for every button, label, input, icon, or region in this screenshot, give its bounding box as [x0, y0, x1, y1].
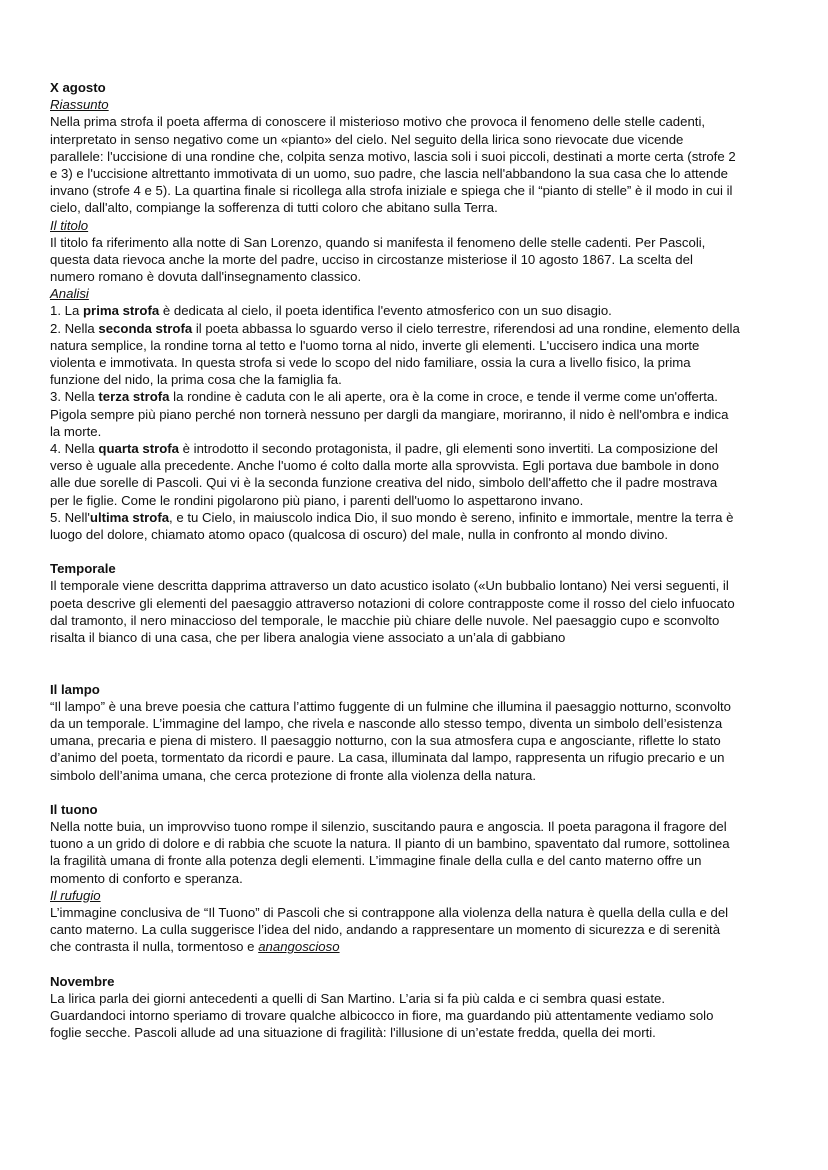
- paragraph: [50, 302, 790, 543]
- text-line: [50, 371, 790, 388]
- text-run: la morte.: [50, 423, 102, 439]
- bold-text: terza strofa: [98, 389, 170, 405]
- text-run: umana, precaria e piena di mistero. Il paesaggio notturno, con la sua atmosfera cupa e angosciante, riflette lo stato: [50, 733, 721, 749]
- section-heading: Il tuono: [50, 801, 98, 817]
- text-run: La lirica parla dei giorni antecedenti a quelli di San Martino. L’aria si fa più calda e ci sembra quasi estate.: [50, 990, 666, 1006]
- text-line: [50, 320, 790, 337]
- text-line: [50, 388, 790, 405]
- paragraph: [50, 990, 790, 1042]
- text-run: questa data rievoca anche la morte del padre, ucciso in circostanze misteriose il 10 agosto 1867. La scelta del: [50, 251, 693, 267]
- subsection-heading: Analisi: [50, 286, 89, 302]
- text-run: 4. Nella: [50, 440, 99, 456]
- text-line: [50, 148, 790, 165]
- blank-line: [50, 543, 790, 560]
- text-run: per le figlie. Come le rondini pigolarono più piano, i parenti dell'uomo lo aspettarono invano.: [50, 492, 584, 508]
- text-line: [50, 337, 790, 354]
- text-run: Il temporale viene descritta dapprima attraverso un dato acustico isolato («Un bubbalio lontano) Nei versi seguenti, il: [50, 578, 729, 594]
- text-line: [50, 767, 790, 784]
- text-line: [50, 749, 790, 766]
- text-line: [50, 440, 790, 457]
- text-line: [50, 268, 790, 285]
- bold-text: quarta strofa: [98, 440, 179, 456]
- text-line: [50, 732, 790, 749]
- text-line: [50, 698, 790, 715]
- text-run: 3. Nella: [50, 389, 99, 405]
- text-run: L’immagine conclusiva de “Il Tuono” di Pascoli che si contrappone alla violenza della natura è quella della culla e del: [50, 905, 729, 920]
- section-heading: Temporale: [50, 561, 116, 577]
- text-line: [50, 1024, 790, 1041]
- text-line: [50, 234, 790, 251]
- text-line: [50, 423, 790, 440]
- text-run: canto materno. La culla suggerisce l’idea del nido, andando a rappresentare un momento di sicurezza e di serenità: [50, 922, 721, 938]
- section-heading: Il lampo: [50, 681, 100, 697]
- text-line: [50, 577, 790, 594]
- text-run: d’animo del poeta, tormentato da ricordi e paure. La casa, illuminata dal lampo, rappresenta un rifugio precario e un: [50, 750, 725, 766]
- text-run: risalta il bianco di una casa, che per libera analogia viene associato a un’ala di gabbiano: [50, 630, 566, 645]
- text-run: interpretato in senso negativo come un «pianto» del cielo. Nel seguito della lirica sono rievocate due vicende: [50, 131, 684, 147]
- text-run: Pigola sempre più piano perché non tornerà nessuno per dargli da mangiare, moriranno, il nido è nell'ombra e indica: [50, 406, 729, 422]
- document-page: [50, 79, 790, 1042]
- subsection-heading: Il rufugio: [50, 887, 101, 903]
- text-line: [50, 113, 790, 130]
- text-line: [50, 474, 790, 491]
- text-run: parallele: l'uccisione di una rondine che, colpita senza motivo, lascia soli i suoi piccoli, destinati a morte certa (strofe 2: [50, 148, 736, 164]
- text-run: Nella notte buia, un improvviso tuono rompe il silenzio, suscitando paura e angoscia. Il poeta paragona il fragore del: [50, 819, 727, 835]
- text-run: numero romano è dovuta dall'insegnamento classico.: [50, 269, 362, 285]
- text-line: [50, 904, 790, 921]
- blank-line: [50, 784, 790, 801]
- text-line: [50, 182, 790, 199]
- text-run: tuono a un grido di dolore e di rabbia che scuote la natura. Il pianto di un bambino, spaventato dal rumore, sottolinea: [50, 836, 730, 852]
- text-line: [50, 818, 790, 835]
- text-line: [50, 457, 790, 474]
- text-line: [50, 852, 790, 869]
- text-run: funzione del nido, la prima cosa che la famiglia fa.: [50, 372, 342, 388]
- document-section: [50, 681, 790, 801]
- text-line: [50, 1007, 790, 1024]
- text-run: verso è uguale alla precedente. Anche l'uomo é colto dalla morte alla sprovvista. Egli portava due bambole in dono: [50, 458, 719, 474]
- text-run: Guardandoci intorno speriamo di trovare qualche albicocco in fiore, ma guardando più attentamente vediamo solo: [50, 1008, 714, 1024]
- text-run: da un temporale. L’immagine del lampo, che rivela e nasconde allo stesso tempo, diventa un simbolo dell’esistenza: [50, 715, 723, 731]
- blank-line: [50, 646, 790, 663]
- paragraph: [50, 698, 790, 784]
- paragraph: [50, 904, 790, 956]
- text-run: il poeta abbassa lo sguardo verso il cielo terrestre, riferendosi ad una rondine, elemento della: [192, 320, 740, 336]
- text-run: la rondine è caduta con le ali aperte, ora è la come in croce, e tende il verme come un'offerta.: [169, 389, 718, 405]
- emphasized-text: anangoscioso: [258, 939, 340, 955]
- paragraph: [50, 577, 790, 646]
- text-run: luogo del dolore, chiamato atomo opaco (qualcosa di oscuro) del male, nulla in confronto al mondo divino.: [50, 526, 668, 542]
- text-run: violenta e immotivata. In questa strofa si vede lo scopo del nido familiare, ossia la cura a livello fisico, la prima: [50, 355, 691, 370]
- text-run: dal tramonto, il nero minaccioso del temporale, le macchie più chiare delle nuvole. Nel paesaggio cupo e sconvolto: [50, 612, 720, 628]
- text-run: , e tu Cielo, in maiuscolo indica Dio, il suo mondo è sereno, infinito e immortale, mentre la terra è: [169, 509, 734, 525]
- text-line: [50, 492, 790, 509]
- subsection-heading: Riassunto: [50, 97, 109, 113]
- document-section: [50, 801, 790, 973]
- text-run: è introdotto il secondo protagonista, il padre, gli elementi sono invertiti. La composizione del: [179, 440, 718, 456]
- text-line: [50, 526, 790, 543]
- section-heading: Novembre: [50, 973, 115, 989]
- blank-line: [50, 956, 790, 973]
- text-run: alle due sorelle di Pascoli. Qui vi è la seconda funzione creativa del nido, simbolo dell'affetto che il padre mostrava: [50, 475, 718, 491]
- text-line: [50, 354, 790, 371]
- section-heading: X agosto: [50, 80, 106, 95]
- text-run: foglie secche. Pascoli allude ad una situazione di fragilità: l'illusione di un’estate fredda, quella dei morti.: [50, 1025, 656, 1041]
- paragraph: [50, 234, 790, 286]
- text-line: [50, 938, 790, 955]
- paragraph: [50, 818, 790, 887]
- text-run: Il titolo fa riferimento alla notte di San Lorenzo, quando si manifesta il fenomeno delle stelle cadenti. Per Pascoli,: [50, 234, 706, 250]
- text-run: 2. Nella: [50, 320, 99, 336]
- text-line: [50, 595, 790, 612]
- text-line: [50, 199, 790, 216]
- bold-text: ultima strofa: [89, 509, 170, 525]
- text-run: cielo, dall'alto, compiange la sofferenza di tutti coloro che abitano sulla Terra.: [50, 200, 498, 216]
- subsection-heading: Il titolo: [50, 217, 89, 233]
- text-run: 1. La: [50, 303, 83, 319]
- text-line: [50, 406, 790, 423]
- document-section: [50, 560, 790, 680]
- text-run: poeta descrive gli elementi del paesaggio attraverso notazioni di colore contrapposte come il rosso del cielo infuocato: [50, 595, 735, 611]
- text-line: [50, 251, 790, 268]
- bold-text: seconda strofa: [98, 320, 193, 336]
- bold-text: prima strofa: [83, 303, 160, 319]
- text-run: e 3) e l'uccisione altrettanto immotivata di un uomo, suo padre, che lascia nell'abbandono la sua casa che lo attende: [50, 165, 729, 181]
- document-section: [50, 973, 790, 1042]
- text-line: [50, 629, 790, 646]
- document-section: [50, 79, 790, 560]
- text-line: [50, 509, 790, 526]
- text-line: [50, 165, 790, 182]
- text-run: che contrasta il nulla, tormentoso e: [50, 939, 259, 955]
- text-line: [50, 302, 790, 319]
- text-run: è dedicata al cielo, il poeta identifica l'evento atmosferico con un suo disagio.: [159, 303, 612, 319]
- text-line: [50, 612, 790, 629]
- text-line: [50, 990, 790, 1007]
- text-line: [50, 131, 790, 148]
- text-line: [50, 835, 790, 852]
- text-line: [50, 921, 790, 938]
- text-run: momento di conforto e speranza.: [50, 870, 243, 886]
- text-run: invano (strofe 4 e 5). La quartina finale si ricollega alla strofa iniziale e spiega che il “pianto di stelle” è il modo in cui il: [50, 183, 733, 199]
- blank-line: [50, 663, 790, 680]
- text-run: 5. Nell': [50, 509, 90, 525]
- text-run: Nella prima strofa il poeta afferma di conoscere il misterioso motivo che provoca il fenomeno delle stelle cadenti,: [50, 114, 706, 130]
- paragraph: [50, 113, 790, 216]
- text-run: natura semplice, la rondine torna al tetto e l'uomo torna al nido, inverte gli elementi. L'uccisero indica una morte: [50, 337, 700, 353]
- text-run: la fragilità umana di fronte alla potenza degli elementi. L’immagine finale della culla e del canto materno offre un: [50, 853, 702, 869]
- text-run: “Il lampo” è una breve poesia che cattura l’attimo fuggente di un fulmine che illumina il paesaggio notturno, sconvolto: [50, 698, 732, 714]
- text-line: [50, 870, 790, 887]
- text-line: [50, 715, 790, 732]
- text-run: simbolo dell’anima umana, che cerca protezione di fronte alla violenza della natura.: [50, 767, 537, 783]
